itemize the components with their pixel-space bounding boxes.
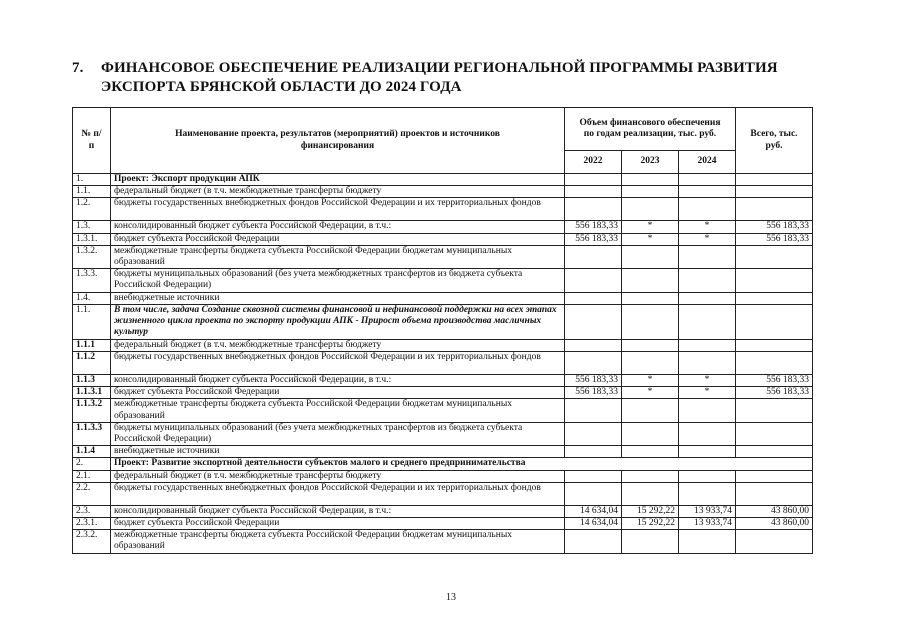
header-volume: Объем финансового обеспечения по годам реализации, тыс. руб.	[565, 108, 736, 151]
cell-2023	[622, 352, 679, 375]
table-row	[73, 470, 813, 482]
row-name: бюджеты государственных внебюджетных фондов Российской Федерации и их территориальных фондов	[111, 482, 565, 505]
cell-2022: 556 183,33	[565, 387, 622, 399]
row-name: консолидированный бюджет субъекта Российской Федерации, в т.ч.:	[111, 505, 565, 517]
table-row	[73, 233, 813, 245]
cell-2023: *	[622, 387, 679, 399]
table-row	[73, 174, 813, 186]
page-number: 13	[446, 592, 456, 603]
row-number: 1.1.3	[73, 375, 111, 387]
row-number: 1.1.3.2	[73, 399, 111, 422]
cell-total	[736, 245, 813, 268]
cell-2024	[679, 198, 736, 221]
header-total: Всего, тыс. руб.	[736, 108, 813, 174]
cell-2022	[565, 530, 622, 553]
cell-2022	[565, 399, 622, 422]
cell-2022: 556 183,33	[565, 375, 622, 387]
cell-2024: 13 933,74	[679, 518, 736, 530]
cell-2022	[565, 186, 622, 198]
row-number: 1.2.	[73, 198, 111, 221]
cell-total	[736, 304, 813, 339]
row-name: межбюджетные трансферты бюджета субъекта Российской Федерации бюджетам муниципальных образований	[111, 245, 565, 268]
cell-total	[736, 446, 813, 458]
row-number: 1.1.2	[73, 352, 111, 375]
cell-2024	[679, 399, 736, 422]
table-row	[73, 458, 813, 470]
cell-2023	[622, 304, 679, 339]
cell-2023: 15 292,22	[622, 518, 679, 530]
header-year-2024: 2024	[679, 151, 736, 174]
row-name: В том числе, задача Создание сквозной системы финансовой и нефинансовой поддержки на всех этапах жизненного цикла проекта по экспорту продукции АПК - Прирост объема производства масличных культур	[111, 304, 565, 339]
row-name: внебюджетные источники	[111, 292, 565, 304]
header-name: Наименование проекта, результатов (мероприятий) проектов и источников финансирования	[111, 108, 565, 174]
cell-total	[736, 399, 813, 422]
cell-2023	[622, 245, 679, 268]
row-number: 1.3.1.	[73, 233, 111, 245]
cell-2023	[622, 530, 679, 553]
table-row	[73, 530, 813, 553]
cell-2024	[679, 470, 736, 482]
cell-2023	[622, 482, 679, 505]
row-number: 2.1.	[73, 470, 111, 482]
cell-2024: *	[679, 387, 736, 399]
section-title-line-2: ЭКСПОРТА БРЯНСКОЙ ОБЛАСТИ ДО 2024 ГОДА	[101, 79, 462, 95]
row-name: внебюджетные источники	[111, 446, 565, 458]
cell-total	[736, 292, 813, 304]
cell-2023	[622, 269, 679, 292]
cell-2024	[679, 482, 736, 505]
header-year-2023: 2023	[622, 151, 679, 174]
table-row	[73, 518, 813, 530]
cell-total	[736, 470, 813, 482]
cell-2023	[622, 198, 679, 221]
row-name: межбюджетные трансферты бюджета субъекта Российской Федерации бюджетам муниципальных образований	[111, 530, 565, 553]
cell-2024	[679, 269, 736, 292]
cell-2024	[679, 446, 736, 458]
table-row	[73, 352, 813, 375]
cell-2022	[565, 339, 622, 351]
row-number: 1.1.3.3	[73, 422, 111, 445]
cell-2024	[679, 186, 736, 198]
cell-total: 556 183,33	[736, 387, 813, 399]
row-number: 2.2.	[73, 482, 111, 505]
cell-total	[736, 530, 813, 553]
cell-2022	[565, 292, 622, 304]
row-number: 2.3.1.	[73, 518, 111, 530]
row-number: 2.3.2.	[73, 530, 111, 553]
cell-2024	[679, 245, 736, 268]
cell-total: 43 860,00	[736, 505, 813, 517]
row-name: Проект: Развитие экспортной деятельности субъектов малого и среднего предпринимательства	[111, 458, 813, 470]
cell-2023	[622, 446, 679, 458]
cell-2024: *	[679, 233, 736, 245]
cell-total	[736, 269, 813, 292]
table-row	[73, 375, 813, 387]
financing-table	[72, 107, 813, 554]
cell-2024	[679, 339, 736, 351]
cell-2024	[679, 530, 736, 553]
row-number: 1.3.2.	[73, 245, 111, 268]
row-name: консолидированный бюджет субъекта Российской Федерации, в т.ч.:	[111, 221, 565, 233]
section-number: 7.	[72, 60, 84, 76]
row-name: бюджет субъекта Российской Федерации	[111, 518, 565, 530]
cell-2024	[679, 422, 736, 445]
cell-total: 556 183,33	[736, 221, 813, 233]
cell-total	[736, 198, 813, 221]
cell-2024	[679, 352, 736, 375]
cell-2023	[622, 186, 679, 198]
row-name: бюджеты муниципальных образований (без учета межбюджетных трансфертов из бюджета субъекта Российской Федерации)	[111, 269, 565, 292]
cell-2023	[622, 292, 679, 304]
row-name: Проект: Экспорт продукции АПК	[111, 174, 565, 186]
row-number: 1.1.	[73, 304, 111, 339]
table-row	[73, 269, 813, 292]
cell-2022	[565, 470, 622, 482]
row-number: 2.3.	[73, 505, 111, 517]
cell-2022	[565, 482, 622, 505]
row-number: 1.1.4	[73, 446, 111, 458]
cell-2023: 15 292,22	[622, 505, 679, 517]
row-name: бюджеты государственных внебюджетных фондов Российской Федерации и их территориальных фондов	[111, 198, 565, 221]
cell-2022	[565, 269, 622, 292]
row-name: бюджеты государственных внебюджетных фондов Российской Федерации и их территориальных фондов	[111, 352, 565, 375]
cell-2023	[622, 470, 679, 482]
row-number: 1.3.3.	[73, 269, 111, 292]
cell-2022	[565, 422, 622, 445]
cell-2024	[679, 304, 736, 339]
cell-2022	[565, 446, 622, 458]
row-name: бюджеты муниципальных образований (без учета межбюджетных трансфертов из бюджета субъекта Российской Федерации)	[111, 422, 565, 445]
row-name: федеральный бюджет (в т.ч. межбюджетные трансферты бюджету	[111, 186, 565, 198]
cell-total	[736, 352, 813, 375]
cell-2024: *	[679, 375, 736, 387]
row-number: 1.1.3.1	[73, 387, 111, 399]
cell-2024: *	[679, 221, 736, 233]
table-row	[73, 339, 813, 351]
table-row	[73, 482, 813, 505]
table-row	[73, 446, 813, 458]
cell-2022	[565, 352, 622, 375]
row-name: консолидированный бюджет субъекта Российской Федерации, в т.ч.:	[111, 375, 565, 387]
cell-2023: *	[622, 375, 679, 387]
table-row	[73, 399, 813, 422]
row-name: бюджет субъекта Российской Федерации	[111, 387, 565, 399]
cell-2023: *	[622, 233, 679, 245]
cell-total	[736, 186, 813, 198]
header-year-2022: 2022	[565, 151, 622, 174]
cell-total: 43 860,00	[736, 518, 813, 530]
cell-2024: 13 933,74	[679, 505, 736, 517]
cell-2024	[679, 292, 736, 304]
cell-2023	[622, 399, 679, 422]
cell-2022: 556 183,33	[565, 221, 622, 233]
row-name: бюджет субъекта Российской Федерации	[111, 233, 565, 245]
table-row	[73, 387, 813, 399]
row-number: 1.	[73, 174, 111, 186]
section-title-line-1: ФИНАНСОВОЕ ОБЕСПЕЧЕНИЕ РЕАЛИЗАЦИИ РЕГИОНАЛЬНОЙ ПРОГРАММЫ РАЗВИТИЯ	[101, 60, 778, 76]
cell-2023	[622, 174, 679, 186]
cell-2022	[565, 304, 622, 339]
table-row	[73, 186, 813, 198]
cell-total	[736, 482, 813, 505]
table-row	[73, 422, 813, 445]
table-row	[73, 292, 813, 304]
cell-total: 556 183,33	[736, 233, 813, 245]
row-number: 1.4.	[73, 292, 111, 304]
table-row	[73, 198, 813, 221]
cell-2023: *	[622, 221, 679, 233]
cell-total	[736, 422, 813, 445]
cell-total	[736, 174, 813, 186]
cell-2024	[679, 174, 736, 186]
table-row	[73, 245, 813, 268]
table-row	[73, 221, 813, 233]
cell-2022: 14 634,04	[565, 518, 622, 530]
row-number: 1.3.	[73, 221, 111, 233]
cell-2022	[565, 245, 622, 268]
row-number: 2.	[73, 458, 111, 470]
cell-total	[736, 339, 813, 351]
table-row	[73, 304, 813, 339]
table-row	[73, 505, 813, 517]
row-number: 1.1.	[73, 186, 111, 198]
cell-2022: 14 634,04	[565, 505, 622, 517]
header-num: № п/п	[73, 108, 111, 174]
cell-2022	[565, 174, 622, 186]
row-number: 1.1.1	[73, 339, 111, 351]
row-name: межбюджетные трансферты бюджета субъекта Российской Федерации бюджетам муниципальных образований	[111, 399, 565, 422]
row-name: федеральный бюджет (в т.ч. межбюджетные трансферты бюджету	[111, 470, 565, 482]
row-name: федеральный бюджет (в т.ч. межбюджетные трансферты бюджету	[111, 339, 565, 351]
cell-2023	[622, 422, 679, 445]
cell-2023	[622, 339, 679, 351]
cell-2022	[565, 198, 622, 221]
cell-2022: 556 183,33	[565, 233, 622, 245]
cell-total: 556 183,33	[736, 375, 813, 387]
